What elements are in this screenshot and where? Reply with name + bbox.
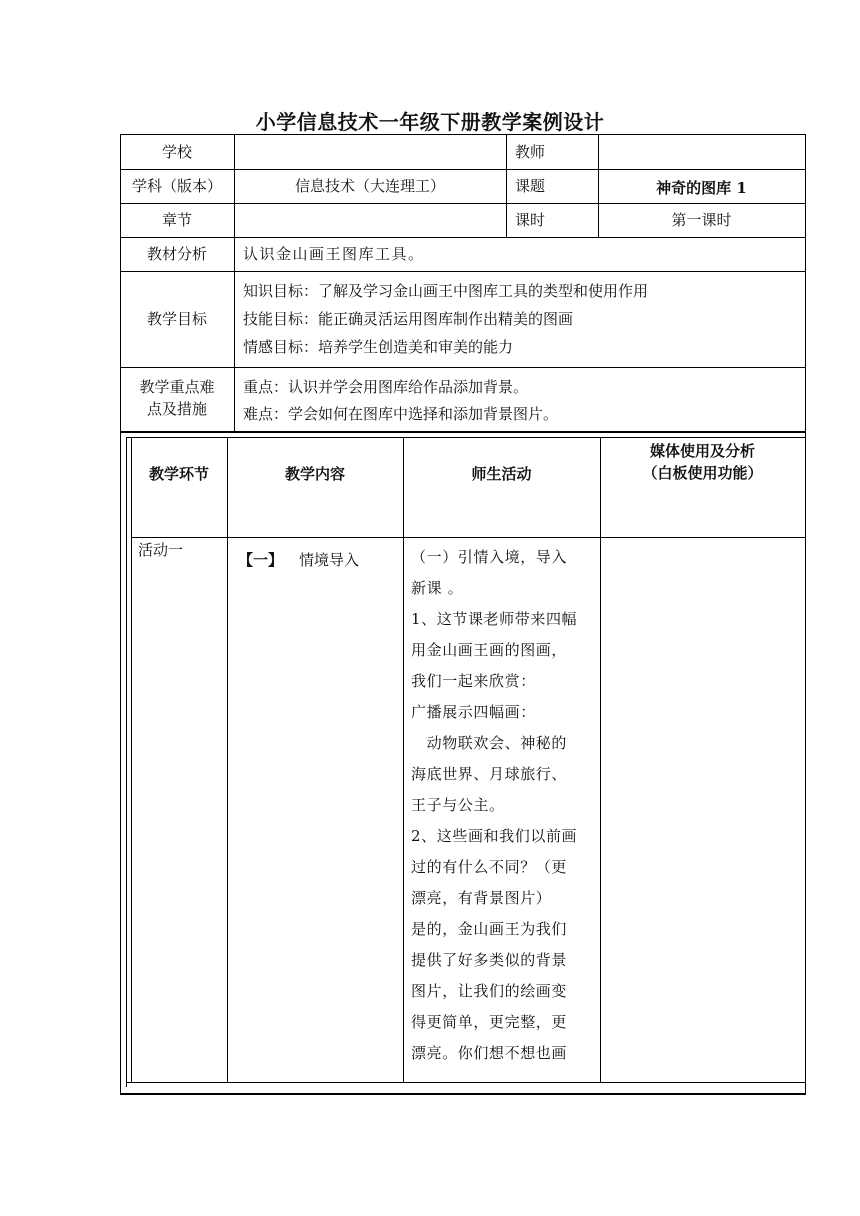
content-bracket: 【一】 <box>238 551 284 569</box>
row-content <box>238 550 398 572</box>
activity-line: 王子与公主。 <box>411 796 505 814</box>
period-label: 课时 <box>515 211 546 229</box>
school-value <box>234 134 506 169</box>
activity-line: 是的，金山画王为我们 <box>411 920 568 938</box>
analysis-label: 教材分析 <box>146 245 207 263</box>
activity-line: 1、这节课老师带来四幅 <box>411 610 578 628</box>
key-label-line2: 点及措施 <box>146 400 207 418</box>
teacher-label: 教师 <box>515 142 546 161</box>
activity-line: 漂亮。你们想不想也画 <box>411 1044 568 1062</box>
activity-line: 我们一起来欣赏： <box>411 672 536 690</box>
activity-line: 2、这些画和我们以前画 <box>411 827 578 845</box>
key-points-label <box>120 376 234 432</box>
activity-line: 广播展示四幅画： <box>411 703 536 721</box>
goal-knowledge: 知识目标：了解及学习金山画王中图库工具的类型和使用作用 <box>243 282 649 300</box>
activity-line: 动物联欢会、神秘的 <box>411 734 568 752</box>
topic-label: 课题 <box>515 177 546 195</box>
activity-line: 海底世界、月球旅行、 <box>411 765 568 783</box>
activity-line: 图片，让我们的绘画变 <box>411 982 568 1000</box>
header-media-line1: 媒体使用及分析 <box>649 442 755 460</box>
goal-emotion: 情感目标：培养学生创造美和审美的能力 <box>243 338 514 356</box>
key-point-difficulty: 难点：学会如何在图库中选择和添加背景图片。 <box>243 405 559 423</box>
chapter-label: 章节 <box>161 211 192 229</box>
header-content: 教学内容 <box>284 465 345 483</box>
document-title: 小学信息技术一年级下册教学案例设计 <box>255 110 605 134</box>
row-activity <box>411 542 599 1080</box>
goals-list <box>243 280 803 366</box>
header-activity: 师生活动 <box>471 465 532 483</box>
activity-line: 漂亮，有背景图片） <box>411 889 552 907</box>
subject-label: 学科（版本） <box>131 177 222 195</box>
topic-value: 神奇的图库 1 <box>656 179 747 197</box>
activity-line: 用金山画王画的图画， <box>411 641 568 659</box>
activity-line: 过的有什么不同？（更 <box>411 858 568 876</box>
row-media <box>600 538 805 1082</box>
header-media-line2: （白板使用功能） <box>642 464 763 482</box>
key-points-list <box>243 376 803 432</box>
teacher-value <box>598 134 805 169</box>
content-text: 情境导入 <box>299 551 360 569</box>
row-stage: 活动一 <box>138 541 184 559</box>
chapter-value <box>234 203 506 237</box>
header-stage: 教学环节 <box>148 465 209 483</box>
period-value: 第一课时 <box>671 211 732 229</box>
analysis-value: 认识金山画王图库工具。 <box>243 245 425 263</box>
activity-line: 提供了好多类似的背景 <box>411 951 568 969</box>
header-media <box>600 440 805 490</box>
activity-line: （一）引情入境，导入 <box>411 548 568 566</box>
school-label: 学校 <box>161 142 192 161</box>
subject-value: 信息技术（大连理工） <box>294 177 445 195</box>
activity-line: 得更简单，更完整，更 <box>411 1013 568 1031</box>
goal-skill: 技能目标：能正确灵活运用图库制作出精美的图画 <box>243 310 574 328</box>
key-point-focus: 重点：认识并学会用图库给作品添加背景。 <box>243 378 529 396</box>
goals-label: 教学目标 <box>146 310 207 328</box>
activity-line: 新课 。 <box>411 579 464 597</box>
key-label-line1: 教学重点难 <box>139 378 215 396</box>
